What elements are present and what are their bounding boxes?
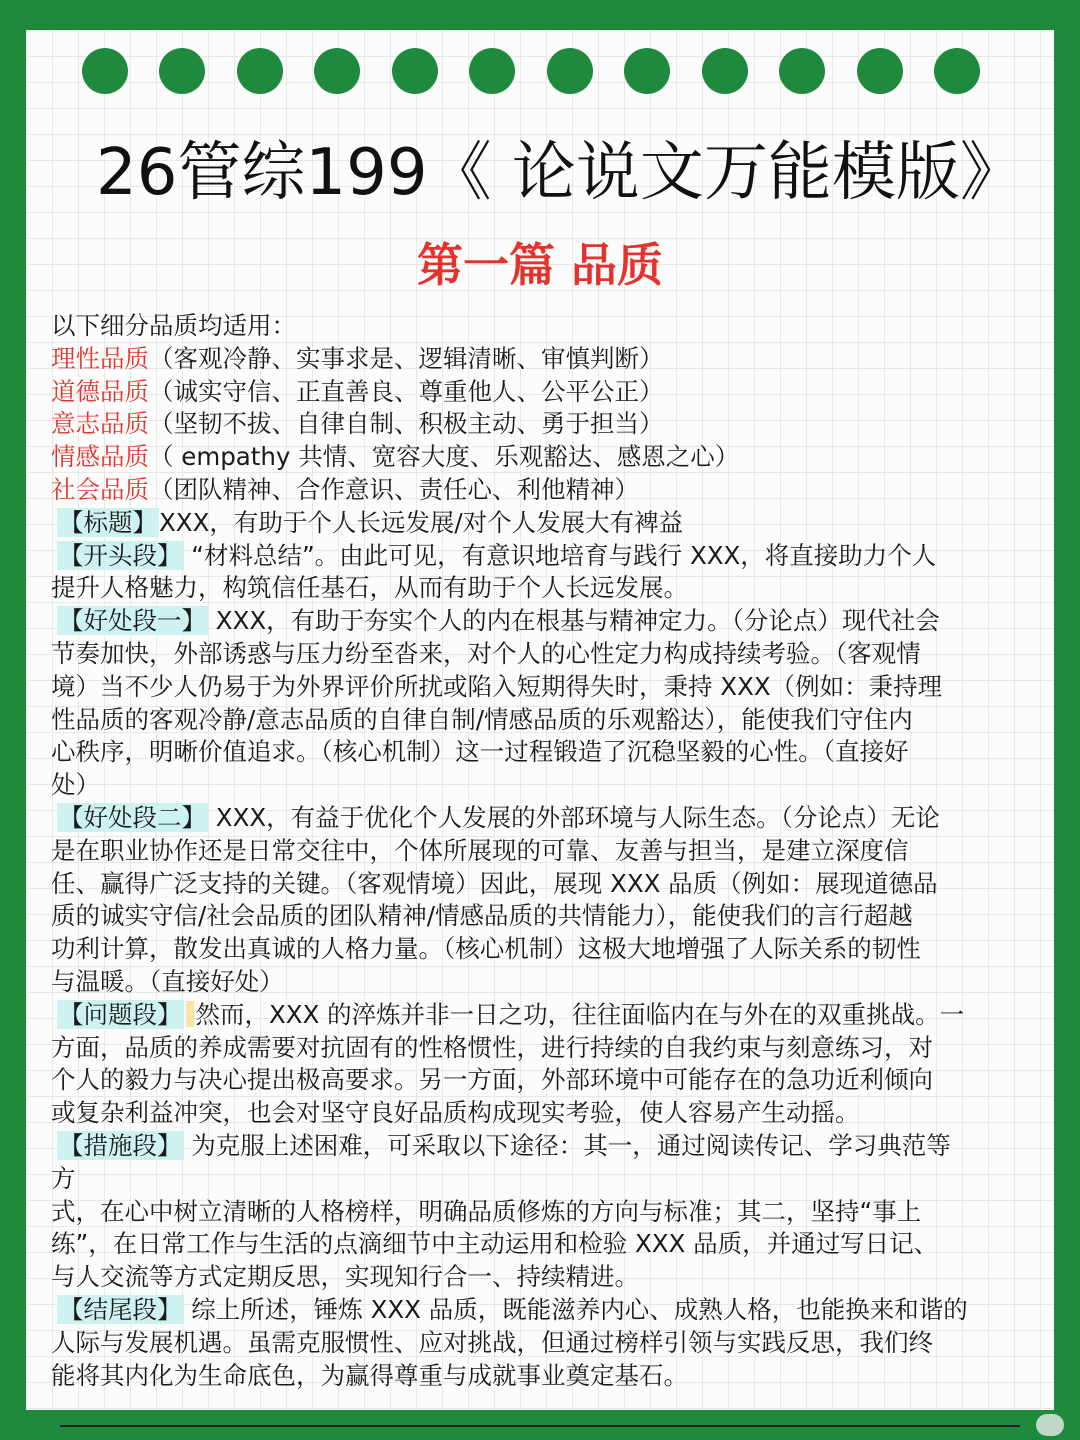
paragraph-text: 综上所述，锤炼 XXX 品质，既能滋养内心、成熟人格，也能换来和谐的 [183, 1294, 968, 1324]
page-title: 26管综199《 论说文万能模版》 [96, 136, 1024, 210]
binder-hole [702, 48, 748, 94]
paragraph-line: 任、赢得广泛支持的关键。（客观情境）因此，展现 XXX 品质（例如：展现道德品 [51, 868, 938, 898]
quality-name: 道德品质 [51, 376, 149, 406]
paragraph-line: 提升人格魅力，构筑信任基石，从而有助于个人长远发展。 [51, 573, 688, 603]
paragraph-text: 为克服上述困难，可采取以下途径：其一，通过阅读传记、学习典范等 [183, 1130, 951, 1160]
quality-name: 意志品质 [51, 409, 149, 439]
benefit1-line [51, 605, 1023, 638]
paragraph-line: 境）当不少人仍易于为外界评价所扰或陷入短期得失时，秉持 XXX（例如：秉持理 [51, 671, 943, 701]
paragraph-text: “材料总结”。由此可见，有意识地培育与践行 XXX，将直接助力个人 [183, 540, 937, 570]
closing-line [51, 1294, 1023, 1327]
quality-name: 社会品质 [51, 474, 149, 504]
binder-hole [159, 48, 205, 94]
paragraph-line: 处） [51, 770, 100, 800]
title-text: XXX，有助于个人长远发展/对个人发展大有裨益 [159, 507, 684, 537]
paragraph-line: 性品质的客观冷静/意志品质的自律自制/情感品质的乐观豁达），能使我们守住内 [51, 704, 913, 734]
binder-hole [857, 48, 903, 94]
section-tag-benefit1: 【好处段一】 [59, 606, 206, 636]
quality-desc: （诚实守信、正直善良、尊重他人、公平公正） [149, 376, 664, 406]
quality-name: 情感品质 [51, 442, 149, 472]
quality-desc: （客观冷静、实事求是、逻辑清晰、审慎判断） [149, 343, 664, 373]
section-tag-title: 【标题】 [59, 507, 157, 537]
title-section [51, 507, 1023, 540]
paragraph-text: XXX，有益于优化个人发展的外部环境与人际生态。（分论点）无论 [208, 802, 940, 832]
quality-name: 理性品质 [51, 343, 149, 373]
paragraph-line: 方面，品质的养成需要对抗固有的性格惯性，进行持续的自我约束与刻意练习，对 [51, 1032, 933, 1062]
binder-hole [547, 48, 593, 94]
quality-item [51, 343, 1023, 376]
opening-line [51, 540, 1023, 573]
binder-hole [314, 48, 360, 94]
paragraph-line: 是在职业协作还是日常交往中，个体所展现的可靠、友善与担当，是建立深度信 [51, 835, 909, 865]
quality-desc: （坚韧不拔、自律自制、积极主动、勇于担当） [149, 409, 664, 439]
watermark-badge [1036, 1414, 1064, 1436]
quality-item [51, 408, 1023, 441]
binder-hole [82, 48, 128, 94]
quality-desc: （ empathy 共情、宽容大度、乐观豁达、感恩之心） [149, 442, 740, 472]
problem-line [51, 999, 1023, 1032]
paragraph-line: 个人的毅力与决心提出极高要求。另一方面，外部环境中可能存在的急功近利倾向 [51, 1065, 933, 1095]
paragraph-line: 或复杂利益冲突，也会对坚守良好品质构成现实考验，使人容易产生动摇。 [51, 1098, 860, 1128]
paragraph-line: 能将其内化为生命底色，为赢得尊重与成就事业奠定基石。 [51, 1360, 688, 1390]
quality-desc: （团队精神、合作意识、责任心、利他精神） [149, 474, 639, 504]
paragraph-text: XXX，有助于夯实个人的内在根基与精神定力。（分论点）现代社会 [208, 606, 940, 636]
benefit2-line [51, 802, 1023, 835]
measures-line [51, 1130, 1023, 1163]
paragraph-line: 方 [51, 1163, 76, 1193]
section-tag-measures: 【措施段】 [59, 1130, 182, 1160]
quality-item [51, 376, 1023, 409]
paragraph-line: 与温暖。（直接好处） [51, 966, 284, 996]
binder-hole [392, 48, 438, 94]
bottom-divider [60, 1425, 1020, 1427]
section-tag-benefit2: 【好处段二】 [59, 802, 206, 832]
paragraph-line: 式，在心中树立清晰的人格榜样，明确品质修炼的方向与标准；其二，坚持“事上 [51, 1196, 922, 1226]
quality-item [51, 441, 1023, 474]
paragraph-line: 与人交流等方式定期反思，实现知行合一、持续精进。 [51, 1262, 639, 1292]
quality-item [51, 474, 1023, 507]
binder-hole [237, 48, 283, 94]
paragraph-line: 节奏加快，外部诱惑与压力纷至沓来，对个人的心性定力构成持续考验。（客观情 [51, 638, 921, 668]
paragraph-line: 人际与发展机遇。虽需克服惯性、应对挑战，但通过榜样引领与实践反思，我们终 [51, 1327, 933, 1357]
chapter-subtitle: 第一篇 品质 [416, 238, 663, 292]
binder-hole [469, 48, 515, 94]
binder-hole [934, 48, 980, 94]
section-tag-opening: 【开头段】 [59, 540, 182, 570]
paragraph-line: 质的诚实守信/社会品质的团队精神/情感品质的共情能力），能使我们的言行超越 [51, 901, 913, 931]
highlight-marker [186, 1001, 194, 1027]
binder-hole [624, 48, 670, 94]
section-tag-closing: 【结尾段】 [59, 1294, 182, 1324]
paragraph-line: 练”，在日常工作与生活的点滴细节中主动运用和检验 XXX 品质，并通过写日记、 [51, 1229, 939, 1259]
binder-hole [779, 48, 825, 94]
binder-holes [0, 48, 1080, 98]
paragraph-line: 心秩序，明晰价值追求。（核心机制）这一过程锻造了沉稳坚毅的心性。（直接好 [51, 737, 909, 767]
paragraph-line: 功利计算，散发出真诚的人格力量。（核心机制）这极大地增强了人际关系的韧性 [51, 934, 921, 964]
template-body [51, 310, 1023, 1392]
paragraph-text: 然而，XXX 的淬炼并非一日之功，往往面临内在与外在的双重挑战。一 [195, 999, 965, 1029]
section-tag-problem: 【问题段】 [59, 999, 182, 1029]
intro-line: 以下细分品质均适用： [51, 311, 296, 340]
